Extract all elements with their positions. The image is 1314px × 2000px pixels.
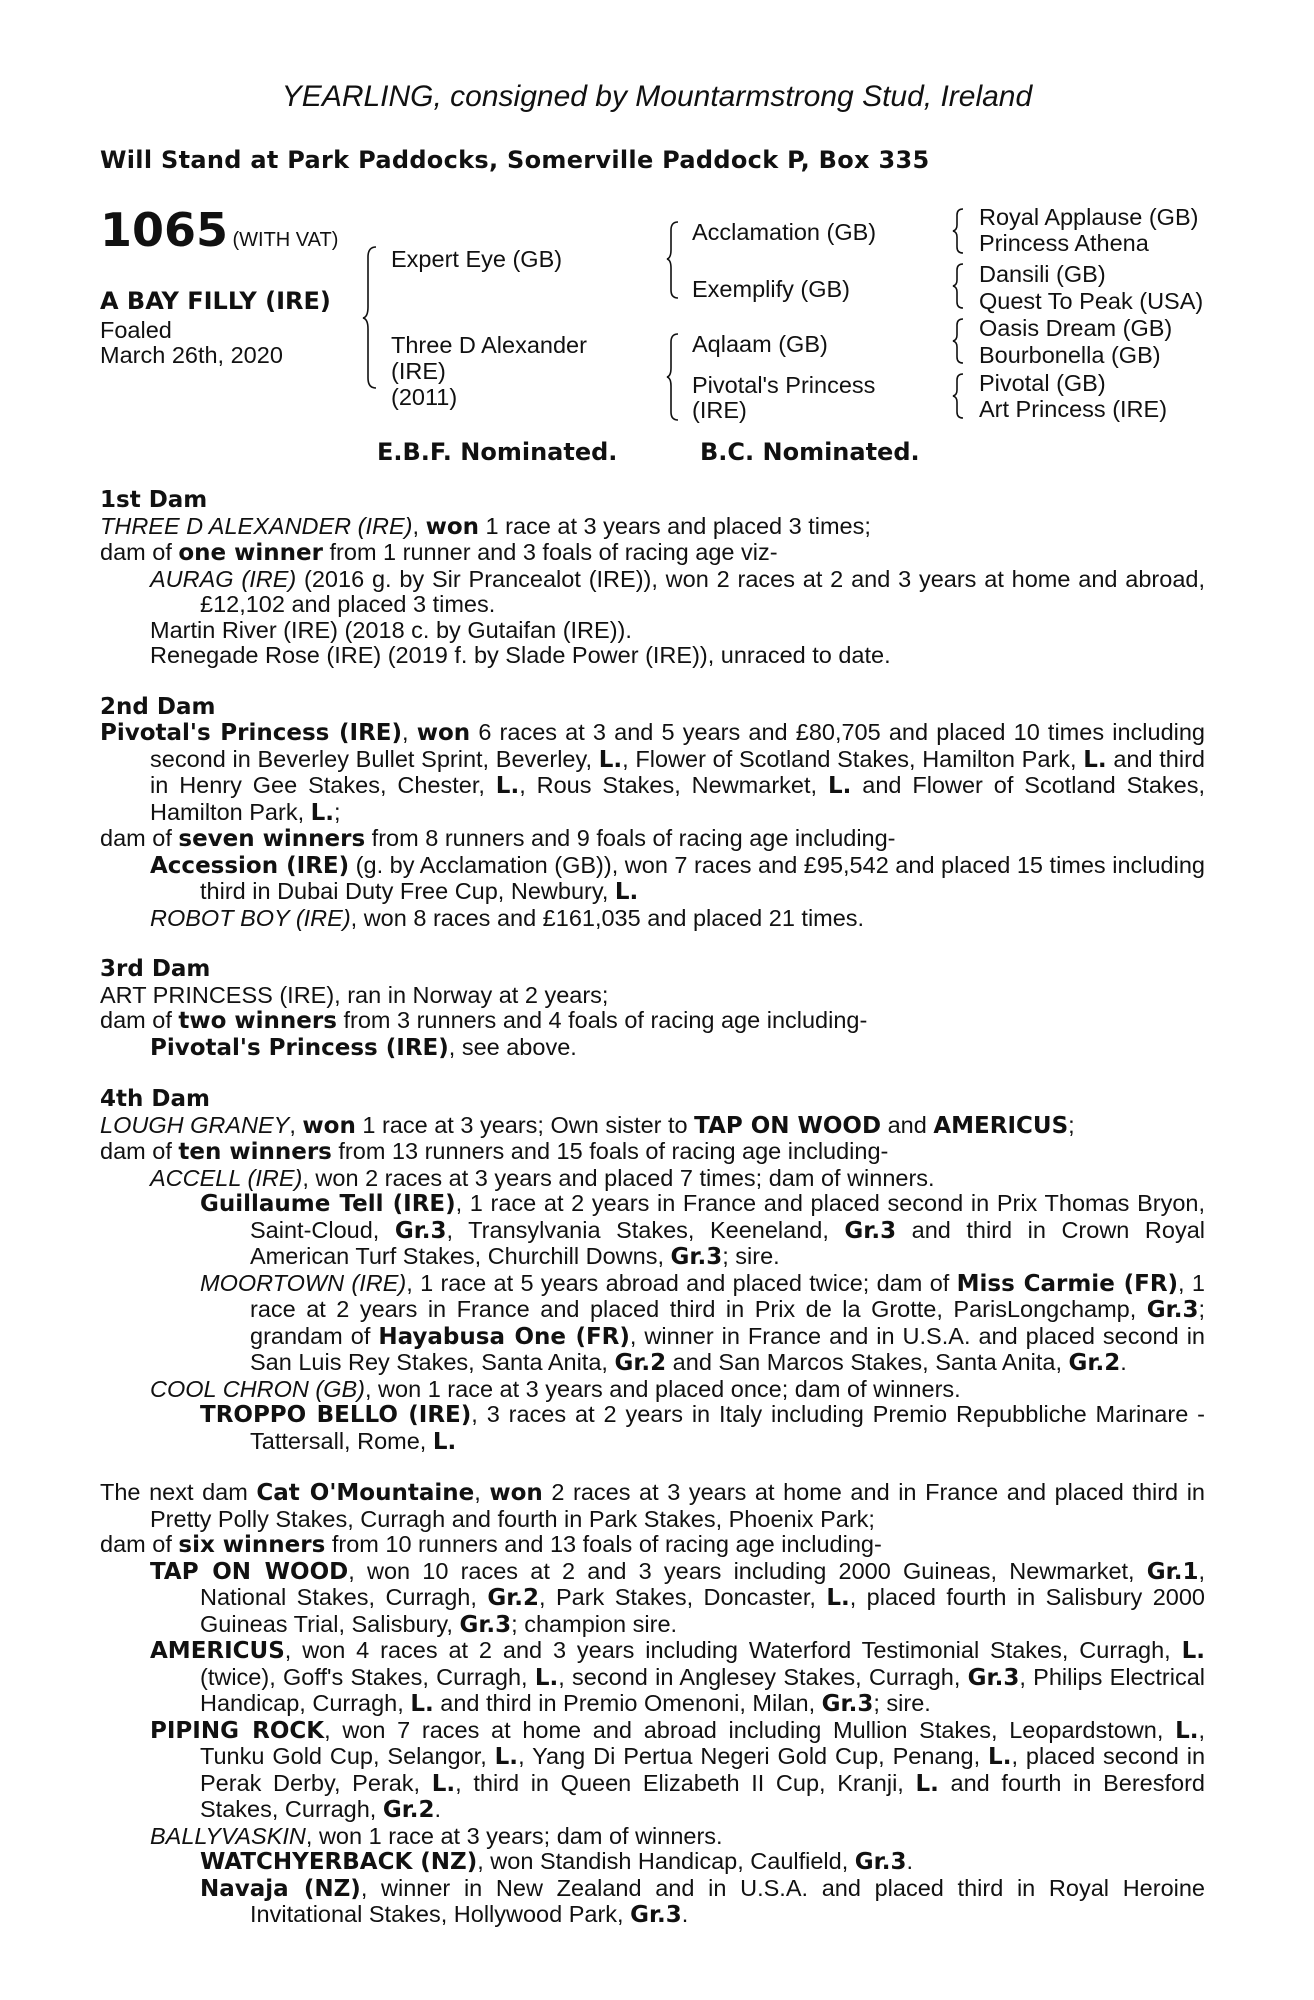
second-dam-heading: 2nd Dam <box>100 693 216 720</box>
consignor-line: YEARLING, consigned by Mountarmstrong Stud, Ireland <box>281 80 1033 113</box>
produce-entry: Renegade Rose (IRE) (2019 f. by Slade Power (IRE)), unraced to date. <box>150 642 891 668</box>
produce-entry: COOL CHRON (GB), won 1 race at 3 years and placed once; dam of winners. <box>150 1375 961 1402</box>
pedigree-dss: Oasis Dream (GB) <box>979 315 1173 341</box>
produce-entry: MOORTOWN (IRE), 1 race at 5 years abroad and placed twice; dam of Miss Carmie (FR), 1 race at 2 years in France and placed third in Prix de la Grotte, ParisLongchamp, Gr.3; grandam of Hayabusa One (FR), winner in France and in U.S.A. and placed second in San Luis Rey Stakes, Santa Anita, Gr.2 and San Marcos Stakes, Santa Anita, Gr.2. <box>200 1269 1205 1376</box>
produce-entry: ROBOT BOY (IRE), won 8 races and £161,035 and placed 21 times. <box>150 904 865 931</box>
pedigree-dds: Pivotal (GB) <box>979 370 1106 396</box>
produce-entry: Guillaume Tell (IRE), 1 race at 2 years in France and placed second in Prix Thomas Bryon, Saint-Cloud, Gr.3, Transylvania Stakes, Keeneland, Gr.3 and third in Crown Royal American Turf Stakes, Churchill Downs, Gr.3; sire. <box>200 1190 1205 1270</box>
first-dam-heading: 1st Dam <box>100 487 208 513</box>
pedigree-dam-line1: Three D Alexander <box>391 332 587 358</box>
ebf-nominated: E.B.F. Nominated. <box>377 438 618 466</box>
foaled-label: Foaled <box>100 317 172 343</box>
third-dam-produce: dam of two winners from 3 runners and 4 foals of racing age including- <box>100 1007 868 1034</box>
pedigree-sdd: Quest To Peak (USA) <box>979 288 1204 314</box>
produce-entry: AURAG (IRE) (2016 g. by Sir Prancealot (IRE)), won 2 races at 2 and 3 years at home and abroad, £12,102 and placed 3 times. <box>150 565 1205 617</box>
lot-heading <box>100 205 338 255</box>
next-dam-record: The next dam Cat O'Mountaine, won 2 races at 3 years at home and in France and placed third in Pretty Polly Stakes, Curragh and fourth in Park Stakes, Phoenix Park; <box>100 1479 1205 1532</box>
produce-entry: ACCELL (IRE), won 2 races at 3 years and placed 7 times; dam of winners. <box>150 1164 935 1191</box>
foaled-date: March 26th, 2020 <box>100 342 283 368</box>
pedigree-ddd: Art Princess (IRE) <box>979 396 1168 422</box>
third-dam-record: ART PRINCESS (IRE), ran in Norway at 2 years; <box>100 981 609 1008</box>
produce-entry: Martin River (IRE) (2018 c. by Gutaifan (IRE)). <box>150 616 632 643</box>
pedigree-brace-ss <box>952 207 966 255</box>
first-dam-produce: dam of one winner from 1 runner and 3 foals of racing age viz- <box>100 539 778 566</box>
produce-entry: WATCHYERBACK (NZ), won Standish Handicap, Caulfield, Gr.3. <box>200 1848 913 1875</box>
fourth-dam-heading: 4th Dam <box>100 1086 210 1112</box>
pedigree-sire-sire: Acclamation (GB) <box>692 219 877 245</box>
pedigree-brace-sd <box>952 262 966 310</box>
pedigree-brace-dam <box>666 332 682 422</box>
pedigree-dam-dam-line1: Pivotal's Princess <box>692 372 876 398</box>
produce-entry: TAP ON WOOD, won 10 races at 2 and 3 years including 2000 Guineas, Newmarket, Gr.1, National Stakes, Curragh, Gr.2, Park Stakes, Doncaster, L., placed fourth in Salisbury 2000 Guineas Trial, Salisbury, Gr.3; champion sire. <box>150 1557 1205 1638</box>
produce-entry: Accession (IRE) (g. by Acclamation (GB)), won 7 races and £95,542 and placed 15 times including third in Dubai Duty Free Cup, Newbury, L. <box>150 851 1205 905</box>
pedigree-sire-dam: Exemplify (GB) <box>692 276 850 302</box>
lot-number: 1065 <box>100 203 229 257</box>
produce-entry: BALLYVASKIN, won 1 race at 3 years; dam of winners. <box>150 1822 723 1849</box>
pedigree-brace-sire <box>666 220 682 300</box>
vat-note: (WITH VAT) <box>232 229 339 251</box>
first-dam-record: THREE D ALEXANDER (IRE), won 1 race at 3 years and placed 3 times; <box>100 512 871 540</box>
produce-record <box>100 487 1205 1929</box>
pedigree-dam-line2: (IRE) <box>391 358 446 384</box>
produce-entry: AMERICUS, won 4 races at 2 and 3 years including Waterford Testimonial Stakes, Curragh, L. (twice), Goff's Stakes, Curragh, L., second in Anglesey Stakes, Curragh, Gr.3, Philips Electrical Handicap, Curragh, L. and third in Premio Omenoni, Milan, Gr.3; sire. <box>150 1637 1205 1717</box>
produce-entry: TROPPO BELLO (IRE), 3 races at 2 years in Italy including Premio Repubbliche Marinare -Tattersall, Rome, L. <box>200 1401 1205 1455</box>
bc-nominated: B.C. Nominated. <box>700 438 920 466</box>
stand-location: Will Stand at Park Paddocks, Somerville Paddock P, Box 335 <box>100 146 930 174</box>
pedigree-brace-ds <box>952 317 966 365</box>
pedigree-sire: Expert Eye (GB) <box>391 246 563 272</box>
pedigree-dsd: Bourbonella (GB) <box>979 342 1161 368</box>
fourth-dam-produce: dam of ten winners from 13 runners and 15 foals of racing age including- <box>100 1138 889 1165</box>
horse-title: A BAY FILLY (IRE) <box>100 287 331 315</box>
pedigree-sss: Royal Applause (GB) <box>979 204 1199 230</box>
produce-entry: Navaja (NZ), winner in New Zealand and in U.S.A. and placed third in Royal Heroine Invitational Stakes, Hollywood Park, Gr.3. <box>200 1874 1205 1928</box>
pedigree-sds: Dansili (GB) <box>979 261 1106 287</box>
third-dam-heading: 3rd Dam <box>100 956 211 982</box>
second-dam-produce: dam of seven winners from 8 runners and 9 foals of racing age including- <box>100 825 896 852</box>
second-dam-record: Pivotal's Princess (IRE), won 6 races at 3 and 5 years and £80,705 and placed 10 times including second in Beverley Bullet Sprint, Beverley, L., Flower of Scotland Stakes, Hamilton Park, L. and third in Henry Gee Stakes, Chester, L., Rous Stakes, Newmarket, L. and Flower of Scotland Stakes, Hamilton Park, L.; <box>100 719 1205 826</box>
fourth-dam-record: LOUGH GRANEY, won 1 race at 3 years; Own sister to TAP ON WOOD and AMERICUS; <box>100 1111 1075 1139</box>
next-dam-produce: dam of six winners from 10 runners and 13 foals of racing age including- <box>100 1531 882 1558</box>
pedigree-ssd: Princess Athena <box>979 230 1149 256</box>
produce-entry: Pivotal's Princess (IRE), see above. <box>150 1033 577 1061</box>
pedigree-brace-dd <box>952 372 966 420</box>
pedigree-dam-sire: Aqlaam (GB) <box>692 331 828 357</box>
pedigree-dam-line3: (2011) <box>391 384 458 410</box>
pedigree-dam-dam-line2: (IRE) <box>692 397 747 423</box>
produce-entry: PIPING ROCK, won 7 races at home and abroad including Mullion Stakes, Leopardstown, L., Tunku Gold Cup, Selangor, L., Yang Di Pertua Negeri Gold Cup, Penang, L., placed second in Perak Derby, Perak, L., third in Queen Elizabeth II Cup, Kranji, L. and fourth in Beresford Stakes, Curragh, Gr.2. <box>150 1716 1206 1823</box>
pedigree-brace-main <box>362 245 382 390</box>
